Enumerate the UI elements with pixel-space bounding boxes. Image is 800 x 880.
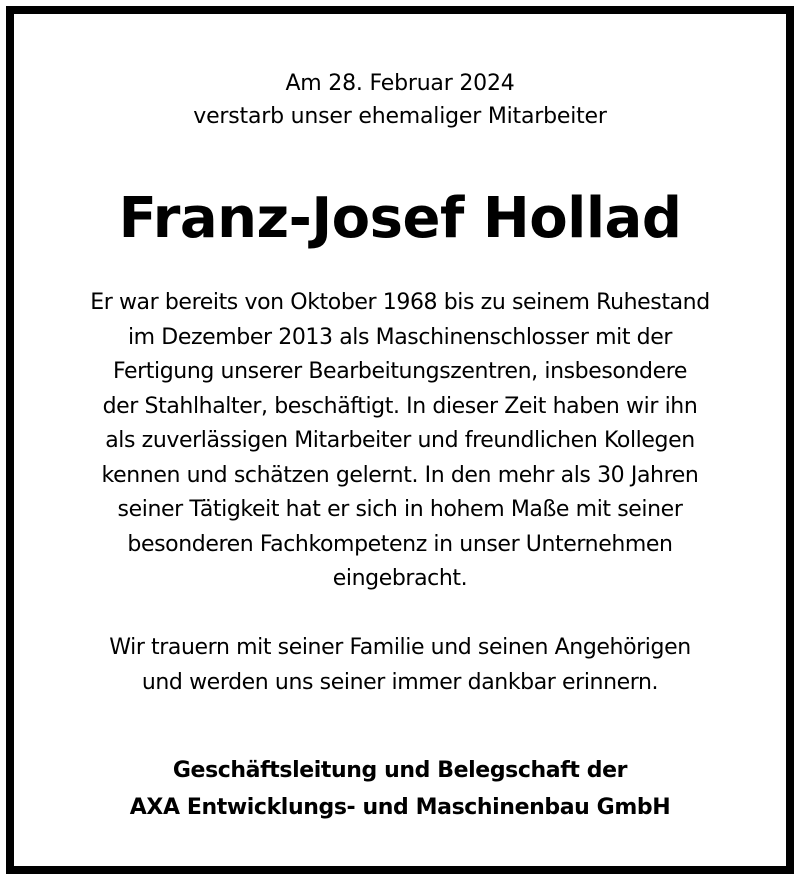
tribute-line: besonderen Fachkompetenz in unser Unternehmen [127, 531, 673, 557]
tribute-paragraph [14, 286, 786, 597]
signature-line: AXA Entwicklungs- und Maschinenbau GmbH [129, 795, 671, 820]
deceased-name: Franz-Josef Hollad [118, 186, 682, 251]
intro-text [14, 67, 786, 133]
tribute-line: seiner Tätigkeit hat er sich in hohem Maße mit seiner [117, 497, 683, 522]
mourning-line: Wir trauern mit seiner Familie und seinen Angehörigen [109, 635, 691, 660]
signature-block [14, 752, 786, 826]
tribute-line: Er war bereits von Oktober 1968 bis zu seinem Ruhestand [90, 290, 710, 315]
mourning-statement [14, 631, 786, 700]
tribute-line: Fertigung unserer Bearbeitungszentren, insbesondere [112, 359, 688, 384]
mourning-line: und werden uns seiner immer dankbar erinnern. [141, 669, 659, 695]
tribute-line: im Dezember 2013 als Maschinenschlosser mit der [127, 324, 673, 350]
tribute-line: der Stahlhalter, beschäftigt. In dieser Zeit haben wir ihn [102, 393, 698, 419]
tribute-line: kennen und schätzen gelernt. In den mehr als 30 Jahren [101, 462, 699, 488]
tribute-line: eingebracht. [332, 566, 468, 591]
intro-date-line: Am 28. Februar 2024 [285, 71, 515, 96]
tribute-line: als zuverlässigen Mitarbeiter und freundlichen Kollegen [105, 428, 695, 453]
signature-line: Geschäftsleitung und Belegschaft der [172, 758, 628, 783]
intro-announcement-line: verstarb unser ehemaliger Mitarbeiter [193, 104, 607, 129]
notice-frame [6, 6, 794, 874]
